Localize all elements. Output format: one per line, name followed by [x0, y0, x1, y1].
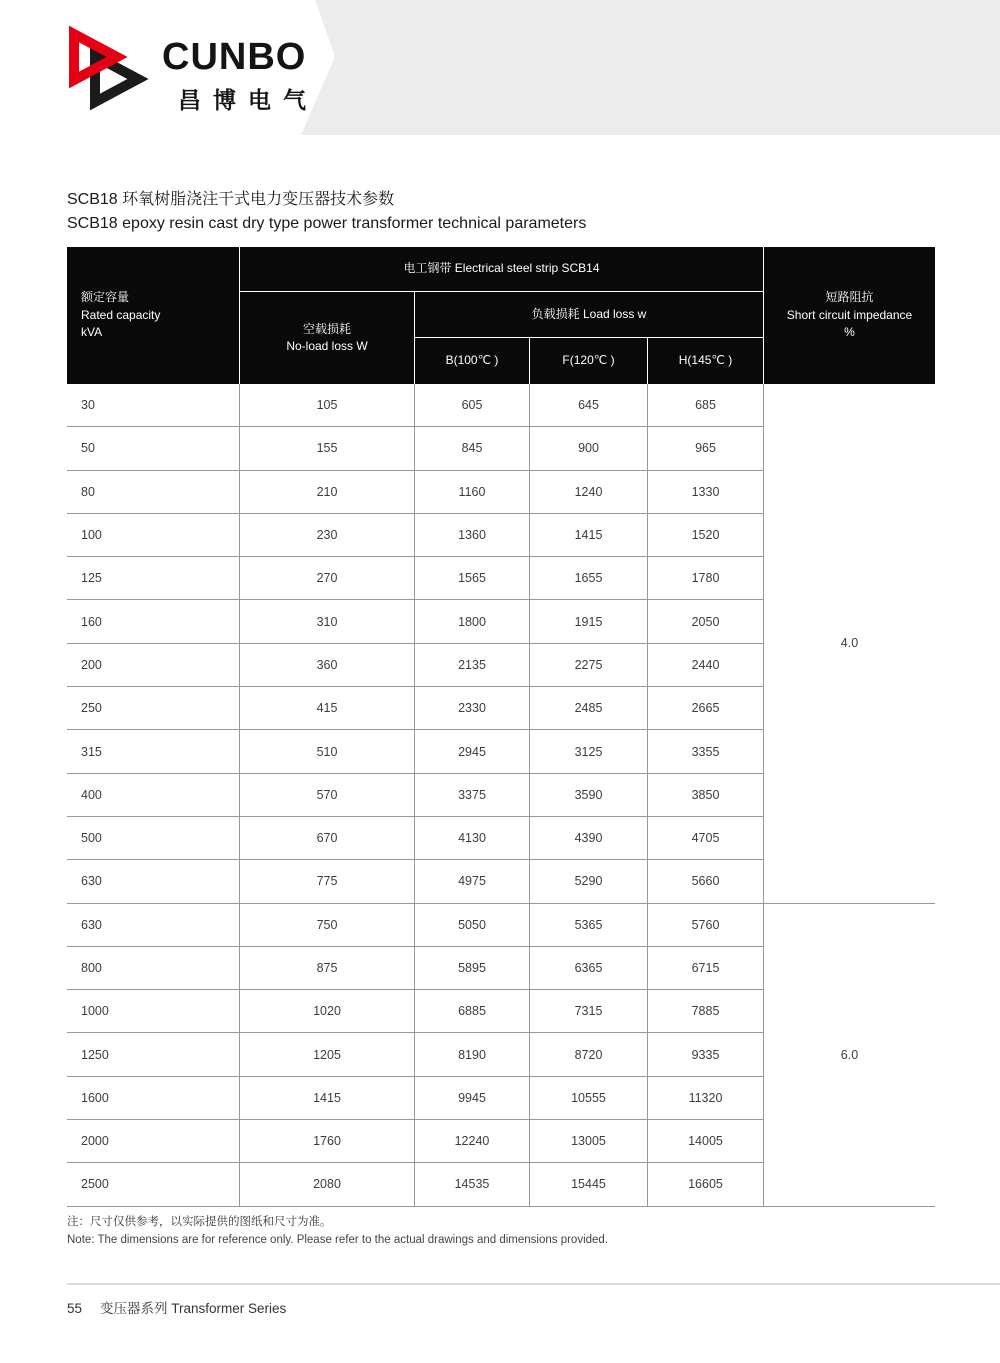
loss-value-cell: 6715	[691, 961, 720, 975]
table-row	[67, 1077, 763, 1120]
loss-value-cell: 6885	[415, 990, 530, 1032]
logo-text-block	[162, 22, 318, 115]
loss-value-cell: 645	[530, 384, 648, 426]
loss-value-cell: 845	[415, 427, 530, 469]
capacity-cell: 1000	[67, 990, 240, 1032]
loss-value-cell: 5365	[530, 904, 648, 946]
table-row	[67, 600, 763, 643]
table-row	[67, 730, 763, 773]
loss-value-cell: 415	[240, 687, 415, 729]
page-title-chinese: SCB18 环氧树脂浇注干式电力变压器技术参数	[67, 191, 395, 208]
loss-value-cell: 11320	[688, 1090, 723, 1105]
page-number: 55	[67, 1301, 83, 1316]
loss-value-cell: 1800	[415, 600, 530, 642]
loss-value-cell: 1205	[240, 1033, 415, 1075]
header-rated-capacity-unit: kVA	[81, 325, 103, 340]
loss-value-cell: 9335	[691, 1047, 720, 1062]
capacity-cell: 2000	[67, 1120, 240, 1162]
loss-value-cell: 310	[240, 600, 415, 642]
parameters-table	[67, 247, 935, 1207]
loss-value-cell: 1415	[240, 1077, 415, 1119]
loss-value-cell: 155	[240, 427, 415, 469]
loss-value-cell: 1655	[530, 557, 648, 599]
header-impedance-en: Short circuit impedance	[786, 307, 913, 322]
loss-value-cell: 2485	[530, 687, 648, 729]
loss-value-cell: 670	[240, 817, 415, 859]
table-row	[67, 774, 763, 817]
table-row	[67, 860, 763, 903]
capacity-cell: 315	[67, 730, 240, 772]
loss-value-cell: 685	[695, 398, 716, 413]
table-row	[67, 1033, 763, 1076]
capacity-cell: 100	[67, 514, 240, 556]
header-rated-capacity	[67, 247, 240, 384]
loss-value-cell: 7315	[530, 990, 648, 1032]
header-short-circuit-impedance	[763, 247, 935, 384]
header-no-load-loss-en: No-load loss W	[286, 339, 368, 353]
capacity-cell: 1250	[67, 1033, 240, 1075]
table-row	[67, 947, 763, 990]
loss-value-cell: 4390	[530, 817, 648, 859]
loss-value-cell: 775	[240, 860, 415, 902]
table-row	[67, 427, 763, 470]
loss-value-cell: 14535	[415, 1163, 530, 1205]
loss-value-cell: 570	[240, 774, 415, 816]
loss-value-cell: 4705	[691, 831, 720, 846]
loss-value-cell: 14005	[688, 1134, 723, 1149]
loss-value-cell: 3125	[530, 730, 648, 772]
loss-value-cell: 16605	[688, 1177, 723, 1192]
impedance-value-cell: 4.0	[764, 384, 935, 904]
header-load-loss: 负载损耗 Load loss w	[415, 292, 763, 338]
page-title-english: SCB18 epoxy resin cast dry type power transformer technical parameters	[67, 215, 587, 232]
capacity-cell: 800	[67, 947, 240, 989]
loss-value-cell: 3590	[530, 774, 648, 816]
loss-value-cell: 2135	[415, 644, 530, 686]
cunbo-logo	[58, 22, 318, 118]
loss-value-cell: 900	[530, 427, 648, 469]
loss-value-cell: 2945	[415, 730, 530, 772]
capacity-cell: 30	[67, 384, 240, 426]
loss-value-cell: 15445	[530, 1163, 648, 1205]
loss-value-cell: 1160	[415, 471, 530, 513]
capacity-cell: 80	[67, 471, 240, 513]
table-header	[67, 247, 935, 384]
logo-wordmark: CUNBO	[162, 36, 307, 78]
loss-value-cell: 13005	[530, 1120, 648, 1162]
loss-value-cell: 270	[240, 557, 415, 599]
header-rated-capacity-en: Rated capacity	[81, 307, 161, 322]
header-temp-h145: H(145℃ )	[678, 353, 733, 368]
loss-value-cell: 2080	[240, 1163, 415, 1205]
loss-value-cell: 210	[240, 471, 415, 513]
capacity-cell: 250	[67, 687, 240, 729]
capacity-cell: 630	[67, 904, 240, 946]
loss-value-cell: 4975	[415, 860, 530, 902]
loss-value-cell: 5895	[415, 947, 530, 989]
capacity-cell: 500	[67, 817, 240, 859]
table-body	[67, 384, 935, 1207]
header-temp-b100: B(100℃ )	[415, 338, 530, 384]
loss-value-cell: 105	[240, 384, 415, 426]
loss-value-cell: 605	[415, 384, 530, 426]
loss-value-cell: 10555	[530, 1077, 648, 1119]
table-row	[67, 514, 763, 557]
loss-value-cell: 1415	[530, 514, 648, 556]
notes-block	[67, 1213, 608, 1246]
loss-value-cell: 1760	[240, 1120, 415, 1162]
header-no-load-loss-zh: 空载损耗	[302, 321, 351, 336]
cunbo-logo-icon	[58, 22, 158, 118]
loss-value-cell: 1240	[530, 471, 648, 513]
loss-value-cell: 1520	[691, 528, 720, 543]
loss-value-cell: 2330	[415, 687, 530, 729]
capacity-cell: 630	[67, 860, 240, 902]
table-row	[67, 384, 763, 427]
loss-value-cell: 1915	[530, 600, 648, 642]
loss-value-cell: 1360	[415, 514, 530, 556]
loss-value-cell: 5290	[530, 860, 648, 902]
note-english: Note: The dimensions are for reference only. Please refer to the actual drawings and dimensions provided.	[67, 1234, 609, 1246]
header-impedance-zh: 短路阻抗	[825, 290, 874, 305]
header-steel-strip: 电工钢带 Electrical steel strip SCB14	[240, 247, 763, 292]
loss-value-cell: 1020	[240, 990, 415, 1032]
table-row	[67, 990, 763, 1033]
page-footer	[67, 1297, 286, 1317]
loss-value-cell: 2665	[691, 701, 720, 716]
header-impedance-unit: %	[844, 325, 855, 340]
loss-value-cell: 965	[695, 441, 716, 456]
loss-value-cell: 1565	[415, 557, 530, 599]
loss-value-cell: 5050	[415, 904, 530, 946]
loss-value-cell: 1330	[691, 484, 720, 499]
loss-value-cell: 8190	[415, 1033, 530, 1075]
table-row	[67, 1120, 763, 1163]
table-row	[67, 904, 763, 947]
loss-value-cell: 12240	[415, 1120, 530, 1162]
capacity-cell: 125	[67, 557, 240, 599]
footer-divider	[67, 1283, 1000, 1285]
table-body-left	[67, 384, 763, 1207]
loss-value-cell: 750	[240, 904, 415, 946]
table-row	[67, 471, 763, 514]
loss-value-cell: 5660	[691, 874, 720, 889]
loss-value-cell: 230	[240, 514, 415, 556]
loss-value-cell: 6365	[530, 947, 648, 989]
note-chinese: 注：尺寸仅供参考，以实际提供的图纸和尺寸为准。	[67, 1216, 332, 1228]
loss-value-cell: 3355	[691, 744, 720, 759]
loss-value-cell: 9945	[415, 1077, 530, 1119]
header-rated-capacity-zh: 额定容量	[81, 290, 130, 305]
table-row	[67, 687, 763, 730]
impedance-cells	[763, 384, 935, 1207]
loss-value-cell: 2440	[691, 657, 720, 672]
impedance-value-cell: 6.0	[764, 904, 935, 1207]
capacity-cell: 1600	[67, 1077, 240, 1119]
capacity-cell: 200	[67, 644, 240, 686]
table-row	[67, 1163, 763, 1206]
loss-value-cell: 7885	[691, 1004, 720, 1019]
capacity-cell: 400	[67, 774, 240, 816]
capacity-cell: 50	[67, 427, 240, 469]
table-row	[67, 817, 763, 860]
loss-value-cell: 3850	[691, 787, 720, 802]
loss-value-cell: 2275	[530, 644, 648, 686]
logo-chinese-name: 昌博电气	[178, 87, 318, 113]
loss-value-cell: 8720	[530, 1033, 648, 1075]
loss-value-cell: 4130	[415, 817, 530, 859]
loss-value-cell: 3375	[415, 774, 530, 816]
series-label: 变压器系列 Transformer Series	[100, 1301, 287, 1316]
loss-value-cell: 5760	[691, 917, 720, 932]
table-row	[67, 557, 763, 600]
capacity-cell: 2500	[67, 1163, 240, 1205]
loss-value-cell: 875	[240, 947, 415, 989]
header-temp-f120: F(120℃ )	[530, 338, 648, 384]
table-row	[67, 644, 763, 687]
loss-value-cell: 360	[240, 644, 415, 686]
loss-value-cell: 2050	[691, 614, 720, 629]
loss-value-cell: 510	[240, 730, 415, 772]
capacity-cell: 160	[67, 600, 240, 642]
page-title-group	[67, 186, 586, 233]
loss-value-cell: 1780	[691, 571, 720, 586]
header-no-load-loss	[240, 292, 415, 384]
